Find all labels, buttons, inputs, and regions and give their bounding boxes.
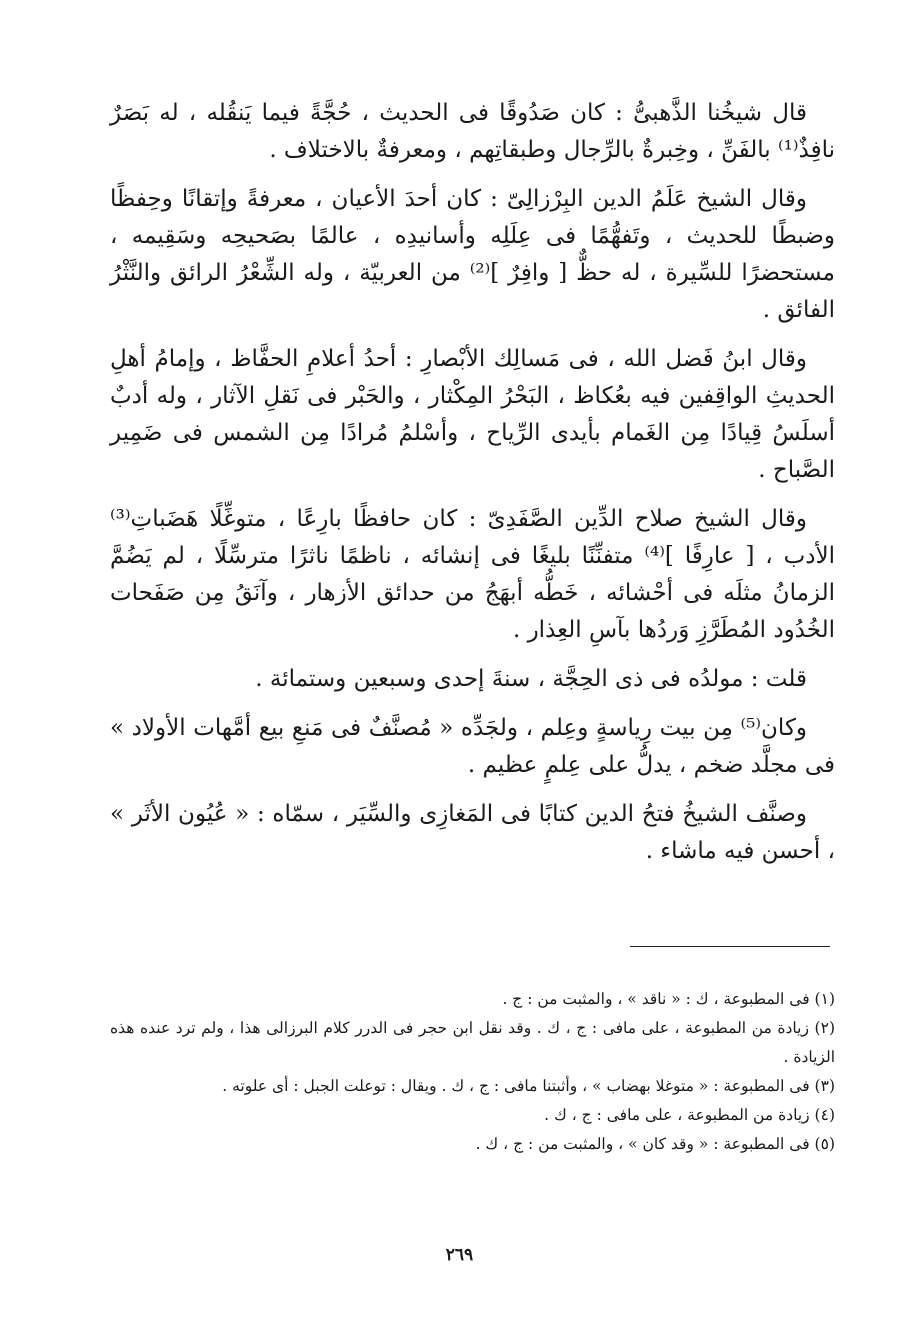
footnote-separator	[630, 946, 830, 947]
paragraph-ibn-fadlallah-quote: وقال ابنُ فَضل الله ، فى مَسالِك الأبْصارِ : أحدُ أعلامِ الحفَّاظ ، وإمامُ أهلِ الحديثِ الواقِفين فيه بعُكاظ ، البَحْرُ المِكْثار ، والحَبْر فى نَقلِ الآثار ، وله أدبٌ أسلَسُ قِيادًا مِن الغَمام بأيدى الرِّياح ، وأسْلمُ مُرادًا مِن الشمس فى ضَمِير الصَّباح .	[110, 346, 835, 483]
paragraph-safadi-quote: وقال الشيخ صلاح الدِّين الصَّفَدِىّ : كان حافظًا بارِعًا ، متوغِّلًا هَضَباتِ⁽³⁾ الأدب ، [ عارِفًا ]⁽⁴⁾ متفنِّنًا بليغًا فى إنشائه ، ناظمًا ناثرًا مترسِّلًا ، لم يَضُمَّ الزمانُ مثلَه فى أحْشائه ، خَطُّه أبهَجُ من حدائق الأزهار ، وآنَقُ مِن صَفَحات الخُدُود المُطَرَّزِ وَردُها بآسِ العِذار .	[110, 506, 835, 643]
footnote-5: (٥) فى المطبوعة : « وقد كان » ، والمثبت من : ج ، ك .	[475, 1135, 835, 1153]
paragraph-book-uyun-al-athar: وصنَّف الشيخُ فتحُ الدين كتابًا فى المَغازِى والسِّيَر ، سمّاه : « عُيُون الأثَر » ، أحسن فيه ماشاء .	[110, 801, 835, 864]
footnote-4: (٤) زيادة من المطبوعة ، على مافى : ج ، ك .	[544, 1106, 835, 1124]
paragraph-dhahabi-quote: قال شيخُنا الذَّهبىُّ : كان صَدُوقًا فى الحديث ، حُجَّةً فيما يَنقُله ، له بَصَرٌ نافِذٌ⁽¹⁾ بالفَنِّ ، وخِبرةٌ بالرِّجال وطبقاتِهم ، ومعرفةٌ بالاختلاف .	[110, 100, 835, 163]
paragraph-birth-date: قلت : مولدُه فى ذى الحِجَّة ، سنةَ إحدى وسبعين وستمائة .	[255, 666, 807, 692]
page-number: ٢٦٩	[445, 1245, 474, 1265]
paragraph-birzali-quote: وقال الشيخ عَلَمُ الدين البِرْزالِىّ : كان أحدَ الأعيان ، معرفةً وإتقانًا وحِفظًا وضبطًا للحديث ، وتَفهُّمًا فى عِلَلِه وأسانيدِه ، عالمًا بصَحيحِه وسَقِيمه ، مستحضرًا للسِّيرة ، له حظٌّ [ وافِرٌ ]⁽²⁾ من العربيّة ، وله الشِّعْرُ الرائق والنَّثْرُ الفائق .	[110, 186, 835, 323]
footnotes	[110, 985, 835, 1159]
footnote-1: (١) فى المطبوعة ، ك : « ناقد » ، والمثبت من : ج .	[502, 990, 835, 1008]
footnote-3: (٣) فى المطبوعة : « متوغلا بهضاب » ، وأثبتنا مافى : ج ، ك . ويقال : توعلت الجبل : أى علوته .	[222, 1077, 835, 1095]
footnote-2: (٢) زيادة من المطبوعة ، على مافى : ج ، ك . وقد نقل ابن حجر فى الدرر كلام البرزالى هذا ، ولم ترد عنده هذه الزيادة .	[110, 1019, 835, 1066]
paragraph-family: وكان⁽⁵⁾ مِن بيت رِياسةٍ وعِلم ، ولجَدِّه « مُصنَّفٌ فى مَنعِ بيع أمَّهات الأولاد » فى مجلَّد ضخم ، يدلُّ على عِلمٍ عظيم .	[110, 715, 835, 778]
main-text-body	[110, 95, 835, 882]
